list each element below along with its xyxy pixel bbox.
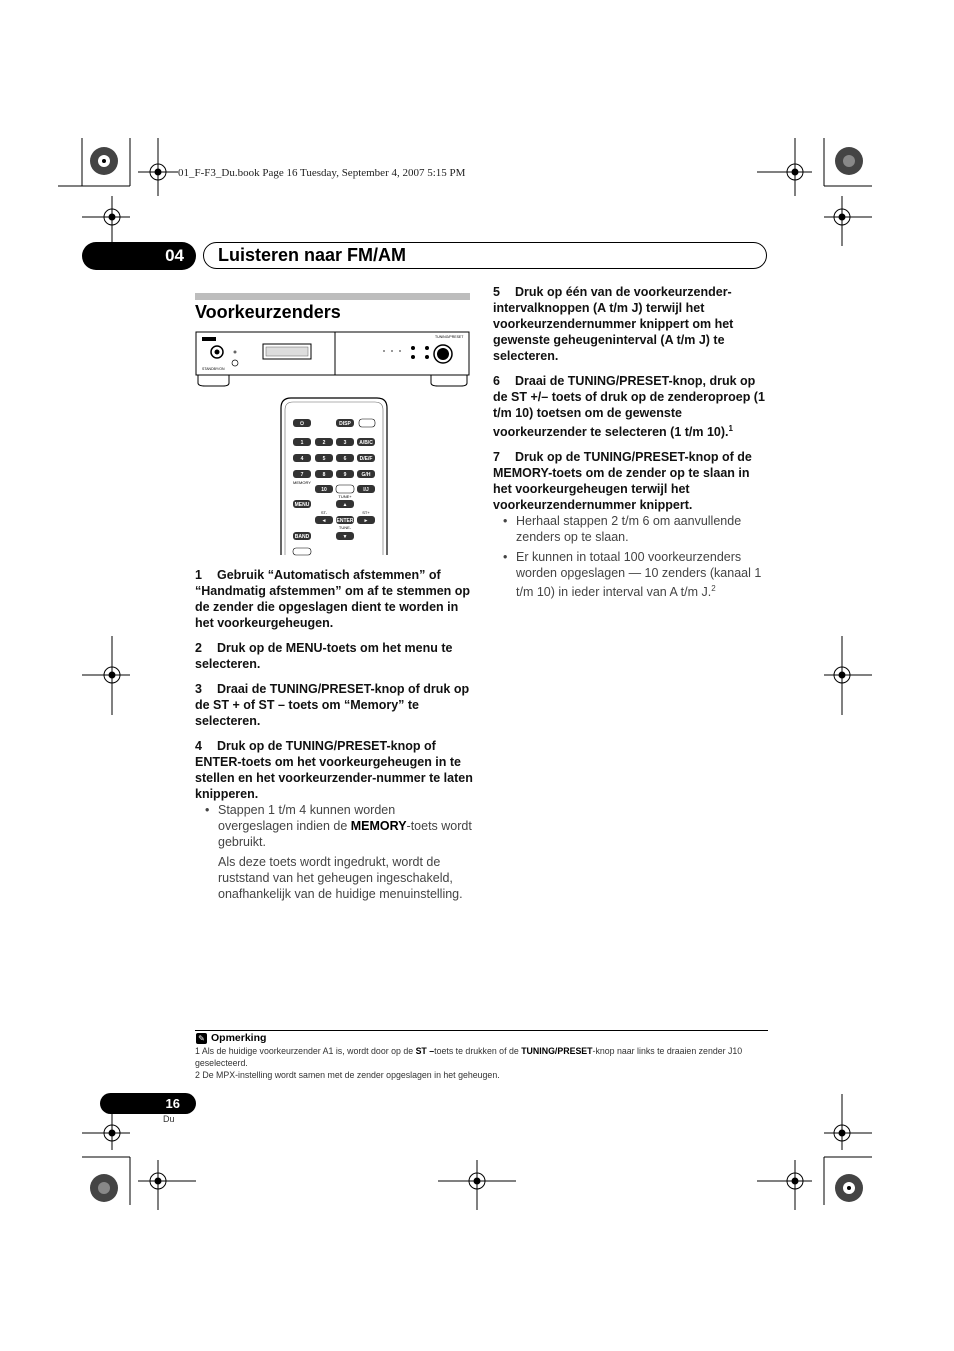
- svg-text:▼: ▼: [342, 534, 348, 540]
- note-1: 1 Als de huidige voorkeurzender A1 is, wordt door op de ST –toets te drukken of de TUNING/PRESET-knop naar links te draaien zender J10 geselecteerd.: [195, 1046, 743, 1068]
- svg-text:TUNING/PRESET: TUNING/PRESET: [435, 335, 464, 339]
- bullet-repeat: • Herhaal stappen 2 t/m 6 om aanvullende zenders op te slaan.: [503, 514, 742, 545]
- note-heading: Opmerking: [211, 1032, 267, 1044]
- page-language: Du: [163, 1114, 175, 1124]
- svg-text:ENTER: ENTER: [336, 518, 354, 524]
- svg-text:⏻: ⏻: [300, 421, 304, 427]
- step-4: 4 Druk op de TUNING/PRESET-knop of ENTER-toets om het voorkeurgeheugen in te stellen en het voorkeurzender-nummer te laten knipperen.: [195, 739, 473, 801]
- book-info: 01_F-F3_Du.book Page 16 Tuesday, September 4, 2007 5:15 PM: [178, 167, 466, 179]
- receiver-illustration: [195, 330, 471, 556]
- chapter-title: Luisteren naar FM/AM: [218, 245, 407, 265]
- remote-control: [281, 398, 387, 555]
- svg-text:BAND: BAND: [294, 534, 310, 540]
- svg-text:DISP: DISP: [339, 421, 351, 427]
- section-title: Voorkeurzenders: [195, 302, 341, 322]
- step-2: 2 Druk op de MENU-toets om het menu te selecteren.: [195, 641, 453, 671]
- note-divider: [195, 1030, 768, 1031]
- svg-text:D/E/F: D/E/F: [359, 456, 373, 462]
- note-2: 2 De MPX-instelling wordt samen met de zender opgeslagen in het geheugen.: [195, 1070, 500, 1080]
- svg-text:6: 6: [343, 456, 347, 462]
- page-number: 16: [165, 1096, 180, 1111]
- chapter-number: 04: [165, 246, 184, 265]
- note-icon: ✎: [196, 1033, 207, 1044]
- svg-text:5: 5: [322, 456, 326, 462]
- svg-text:MENU: MENU: [294, 502, 310, 508]
- svg-text:A/B/C: A/B/C: [359, 440, 373, 446]
- bullet-total: • Er kunnen in totaal 100 voorkeurzenders worden opgeslagen — 10 zenders (kanaal 1 t/m 10) in ieder interval van A t/m J.$^2$: [503, 550, 762, 600]
- memory-bullet: • Stappen 1 t/m 4 kunnen worden overgeslagen indien de MEMORY-toets wordt gebruikt.: [205, 803, 472, 849]
- svg-text:►: ►: [363, 518, 369, 524]
- right-column: [493, 284, 769, 600]
- step-1: 1 Gebruik “Automatisch afstemmen” of “Handmatig afstemmen” om af te stemmen op de zender die opgeslagen dient te worden in het voorkeurgeheugen.: [195, 568, 471, 630]
- svg-text:STANDBY/ON: STANDBY/ON: [202, 367, 225, 371]
- svg-text:TUNE+: TUNE+: [338, 494, 352, 499]
- section-bar: [195, 293, 470, 300]
- svg-text:4: 4: [300, 456, 304, 462]
- svg-text:7: 7: [300, 472, 304, 478]
- svg-text:MEMORY: MEMORY: [293, 480, 311, 485]
- step-7: 7 Druk op de TUNING/PRESET-knop of de MEMORY-toets om de zender op te slaan in het voorkeurgeheugen terwijl het voorkeurzendernummer knippert.: [493, 450, 752, 513]
- svg-text:2: 2: [322, 440, 326, 446]
- svg-text:ST+: ST+: [362, 510, 370, 515]
- svg-text:I/J: I/J: [363, 487, 369, 493]
- svg-text:◄: ◄: [321, 518, 327, 524]
- left-column: [195, 567, 473, 902]
- svg-text:1: 1: [300, 440, 304, 446]
- svg-text:3: 3: [343, 440, 347, 446]
- svg-text:G/H: G/H: [361, 472, 371, 478]
- svg-text:ST-: ST-: [320, 510, 328, 515]
- step-3: 3 Draai de TUNING/PRESET-knop of druk op de ST + of ST – toets om “Memory” te selecteren.: [195, 682, 470, 728]
- step-6: 6 Draai de TUNING/PRESET-knop, druk op de ST +/– toets of druk op de zenderoproep (1 t/m 10) toetsen om de gewenste voorkeurzender te selecteren (1 t/m 10).$^1$: [493, 374, 765, 440]
- step-5: 5 Druk op één van de voorkeurzender-intervalknoppen (A t/m J) terwijl het voorkeurzendernummer knippert om het gewenste geheugeninterval (A t/m J) te selecteren.: [493, 285, 734, 363]
- svg-text:10: 10: [321, 487, 327, 493]
- svg-text:▲: ▲: [342, 502, 348, 508]
- memory-bullet-continuation: Als deze toets wordt ingedrukt, wordt de ruststand van het geheugen ingeschakeld, onafhankelijk van de huidige menuinstelling.: [218, 855, 463, 901]
- svg-text:TUNE-: TUNE-: [338, 525, 352, 530]
- svg-text:9: 9: [343, 472, 347, 478]
- svg-text:8: 8: [322, 472, 326, 478]
